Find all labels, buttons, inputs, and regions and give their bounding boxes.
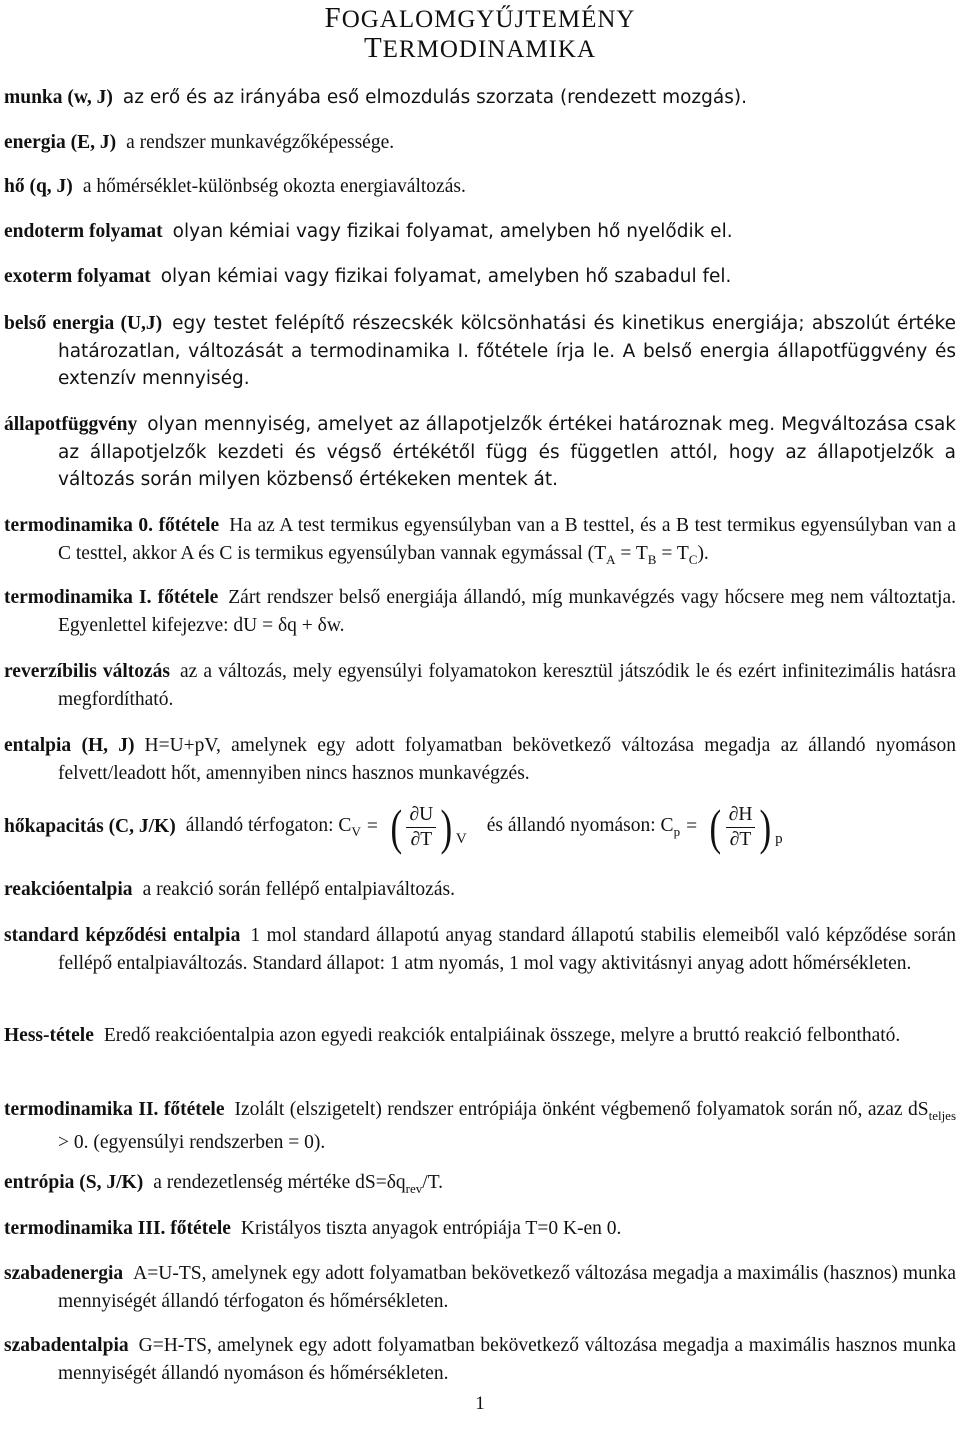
glossary-entry-termodinamika-0: termodinamika 0. főtétele Ha az A test termikus egyensúlyban van a B testtel, és a B test termikus egyensúlyban van a C testtel, akkor A és C is termikus egyensúlyban vannak egymással $(T_A = T_B = T_C)$.	[4, 515, 956, 567]
entry-definition: H=U+pV, amelynek egy adott folyamatban bekövetkező változása megadja az állandó nyomáson felvett/leadott hőt, amennyiben nincs hasznos munkavégzés.	[58, 735, 956, 784]
entry-term: munka (w, J)	[4, 87, 113, 108]
entry-definition: Kristályos tiszta anyagok entrópiája T=0 K-en 0.	[240, 1218, 622, 1239]
entry-term: standard képződési entalpia	[4, 925, 241, 946]
glossary-entry-endoterm	[4, 218, 956, 246]
title-line-1: FOGALOMGYŰJTEMÉNY	[324, 2, 636, 34]
glossary-entry-termodinamika-III	[4, 1215, 956, 1243]
entry-definition: az erő és az irányába eső elmozdulás szorzata (rendezett mozgás).	[122, 87, 747, 108]
entry-definition-volume: állandó térfogaton: $C_V$	[185, 814, 361, 839]
entry-term: termodinamika I. főtétele	[4, 587, 219, 608]
entry-definition: az a változás, mely egyensúlyi folyamatokon keresztül játszódik le és ezért infinitezimális hatásra megfordítható.	[58, 661, 957, 710]
glossary-entry-standard-kepzodesi-entalpia	[4, 922, 956, 977]
entry-definition: a rendszer munkavégzőképessége.	[126, 132, 395, 153]
entry-definition: Eredő reakcióentalpia azon egyedi reakciók entalpiáinak összege, melyre a bruttó reakció felbontható.	[103, 1025, 901, 1046]
entry-definition: A=U-TS, amelynek egy adott folyamatban bekövetkező változása megadja a maximális (hasznos) munka mennyiségét állandó térfogaton és hőmérsékleten.	[58, 1263, 956, 1312]
entry-term: hőkapacitás (C, J/K)	[4, 816, 176, 837]
equals-sign: =	[686, 816, 698, 837]
glossary-entry-hokapacitas	[4, 792, 956, 862]
entry-term: belső energia (U,J)	[4, 313, 163, 334]
entry-term: energia (E, J)	[4, 132, 117, 153]
entry-term: hő (q, J)	[4, 176, 73, 197]
entry-term: szabadentalpia	[4, 1335, 129, 1356]
entry-definition: Ha az A test termikus egyensúlyban van a B testtel, és a B test termikus egyensúlyban van a C testtel, akkor A és C is termikus egyensúlyban vannak egymással (T	[58, 515, 956, 564]
glossary-entry-entropia: entrópia (S, J/K) a rendezetlenség mértéke $dS=\delta q_{rev}/T$.	[4, 1172, 444, 1196]
entry-term: endoterm folyamat	[4, 221, 163, 242]
glossary-entry-belso-energia	[4, 310, 956, 393]
entry-definition: Zárt rendszer belső energiája állandó, míg munkavégzés vagy hőcsere meg nem változtatja. Egyenlettel kifejezve: dU = δq + δw.	[58, 587, 956, 636]
page-number: 1	[475, 1393, 485, 1414]
entry-term: állapotfüggvény	[4, 414, 138, 435]
glossary-entry-szabadentalpia	[4, 1332, 956, 1387]
entry-definition: olyan kémiai vagy fizikai folyamat, amelyben hő szabadul fel.	[160, 266, 732, 287]
glossary-entry-munka	[4, 84, 956, 112]
entry-term: entalpia (H, J)	[4, 735, 135, 756]
entry-term: exoterm folyamat	[4, 266, 151, 287]
entry-term: reakcióentalpia	[4, 879, 133, 900]
entry-definition: 1 mol standard állapotú anyag standard állapotú stabilis elemeiből való képződése során fellépő entalpiaváltozás. Standard állapot: 1 atm nyomás, 1 mol vagy aktivitásnyi anyag adott hőmérsékleten.	[58, 925, 956, 974]
entry-definition: G=H-TS, amelynek egy adott folyamatban bekövetkező változása megadja a maximális hasznos munka mennyiségét állandó nyomáson és hőmérsékleten.	[58, 1335, 956, 1384]
glossary-entry-termodinamika-II: termodinamika II. főtétele Izolált (elszigetelt) rendszer entrópiája önként végbemenő folyamatok során nő, azaz $dS_{teljes} > 0$. (egyensúlyi rendszerben = 0).	[4, 1099, 957, 1154]
entry-term: reverzíbilis változás	[4, 661, 170, 682]
entry-term: termodinamika II. főtétele	[4, 1099, 225, 1120]
glossary-entry-entalpia	[4, 732, 956, 787]
entry-definition: Izolált (elszigetelt) rendszer entrópiája önként végbemenő folyamatok során nő, azaz dS	[234, 1099, 929, 1120]
glossary-entry-reverzibilis	[4, 658, 956, 713]
equals-sign: =	[366, 816, 378, 837]
partial-derivative-h-t: ( $\frac{\partial H}{\partial T}$ ) p	[709, 799, 783, 855]
glossary-entry-termodinamika-I	[4, 584, 956, 639]
page-title	[0, 0, 960, 64]
glossary-entry-hess-tetele	[4, 1022, 956, 1050]
entry-term: termodinamika III. főtétele	[4, 1218, 231, 1239]
entry-term: entrópia (S, J/K)	[4, 1172, 144, 1193]
entry-definition: a hőmérséklet-különbség okozta energiaváltozás.	[82, 176, 466, 197]
glossary-entry-exoterm	[4, 263, 956, 291]
entry-term: szabadenergia	[4, 1263, 124, 1284]
entry-definition: egy testet felépítő részecskék kölcsönhatási és kinetikus energiája; abszolút értéke határozatlan, változását a termodinamika I. főtétele írja le. A belső energia állapotfüggvény és extenzív mennyiség.	[58, 313, 956, 389]
partial-derivative-u-t: ( $\frac{\partial U}{\partial T}$ ) V	[390, 799, 467, 855]
glossary-entry-szabadenergia	[4, 1260, 956, 1315]
entry-term: Hess-tétele	[4, 1025, 94, 1046]
glossary-entry-allapotfuggveny	[4, 411, 956, 494]
entry-definition-pressure: és állandó nyomáson: $C_p$	[486, 814, 681, 839]
entry-definition: olyan kémiai vagy fizikai folyamat, amelyben hő nyelődik el.	[172, 221, 733, 242]
entry-definition: a rendezetlenség mértéke dS=δq	[153, 1172, 406, 1193]
entry-term: termodinamika 0. főtétele	[4, 515, 220, 536]
title-line-2: TERMODINAMIKA	[363, 32, 597, 64]
glossary-entry-energia	[4, 129, 956, 157]
entry-definition: olyan mennyiség, amelyet az állapotjelzők értékei határoznak meg. Megváltozása csak az állapotjelzők kezdeti és végső értékétől függ és független attól, hogy az állapotjelzők a változás során milyen közbenső értékeken mentek át.	[58, 414, 956, 490]
glossary-entry-ho	[4, 173, 956, 201]
entry-definition: a reakció során fellépő entalpiaváltozás.	[142, 879, 455, 900]
glossary-entry-reakcioentalpia	[4, 876, 956, 904]
